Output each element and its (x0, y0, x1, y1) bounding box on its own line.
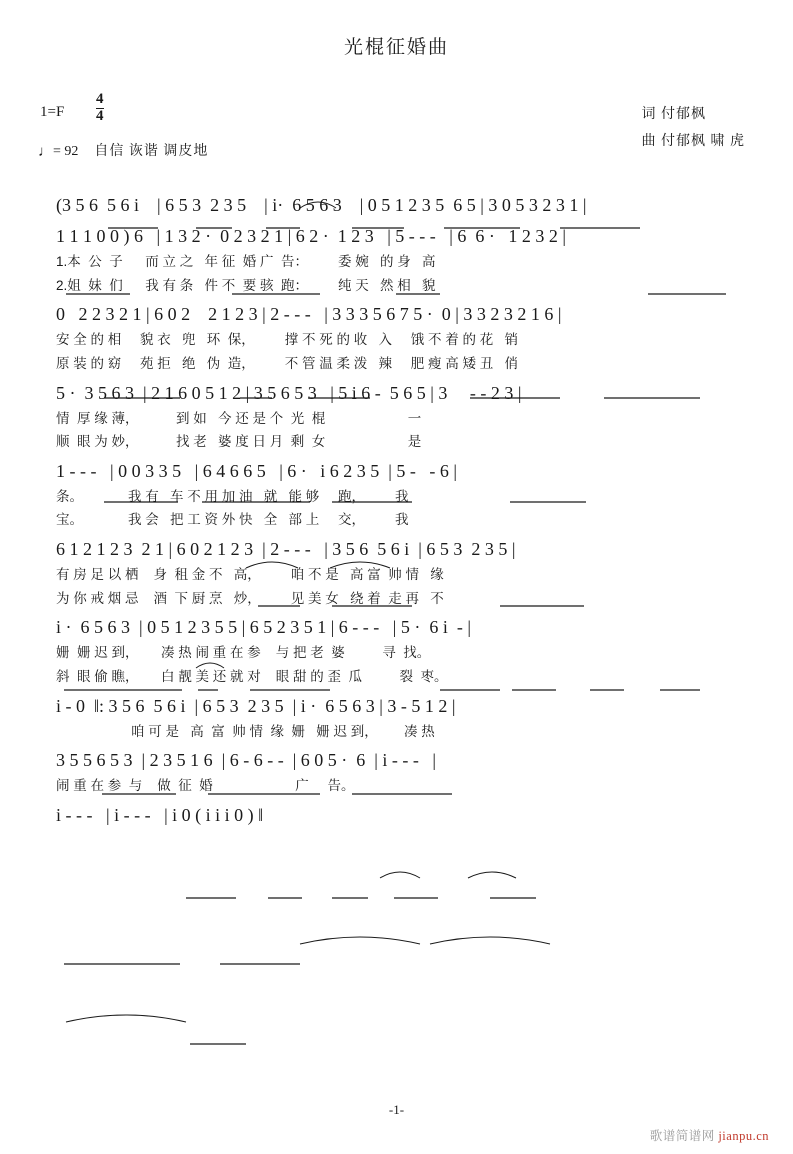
expression-marking: 自信 诙谐 调皮地 (94, 144, 209, 159)
lyric-verse-2: 斜 眼 偷 瞧， 白 靓 美 还 就 对 眼 甜 的 歪 瓜 裂 枣。 (56, 668, 448, 684)
music-system-2 (0, 223, 793, 297)
time-signature-numerator: 4 (96, 91, 104, 107)
tempo-value: = 92 (53, 144, 79, 159)
music-system-6 (0, 536, 793, 610)
notation-line: i · 6 5 6 3 | 0 5 1 2 3 5 5 | 6 5 2 3 5 1 | 6 - - - | 5 · 6 i - | (56, 617, 471, 638)
notation-line: 5 · 3 5 6 3 | 2 1 6 0 5 1 2 | 3 5 6 5 3 | 5 i 6 - 5 6 5 | 3 - - 2 3 | (56, 382, 522, 403)
time-signature (96, 92, 104, 125)
music-system-8 (0, 693, 793, 744)
site-watermark[interactable] (650, 1126, 769, 1144)
notation-line: (3 5 6 5 6 i | 6 5 3 2 3 5 | i· 6 5 6 3 | 0 5 1 2 3 5 6 5 | 3 0 5 3 2 3 1 | (56, 195, 587, 215)
music-system-7 (0, 614, 793, 688)
lyric-verse-2: 原 装 的 窈 苑 拒 绝 伪 造， 不 管 温 柔 泼 辣 肥 瘦 高 矮 丑 俏 (56, 355, 519, 371)
music-system-1 (0, 192, 793, 219)
page-number: -1- (388, 1102, 405, 1117)
lyric-verse-1: 条。 我 有 车 不 用 加 油 就 能 够 跑， 我 (56, 488, 409, 504)
watermark-url: jianpu.cn (718, 1129, 769, 1143)
lyric-verse-1: 闹 重 在 参 与 做 征 婚 广 告。 (56, 778, 355, 794)
lyric-verse-2: 宝。 我 会 把 工 资 外 快 全 部 上 交， 我 (56, 512, 409, 528)
lyric-verse-2: 顺 眼 为 妙， 找 老 婆 度 日 月 剩 女 是 (56, 434, 422, 450)
notation-line: 0 2 2 3 2 1 | 6 0 2 2 1 2 3 | 2 - - - | 3 3 3 5 6 7 5 · 0 | 3 3 2 3 2 1 6 | (56, 304, 562, 325)
lyric-verse-1: 情 厚 缘 薄， 到 如 今 还 是 个 光 棍 一 (56, 410, 422, 426)
composer-credit: 曲 付郁枫 啸 虎 (641, 133, 745, 149)
lyric-verse-1: 1.本 公 子 而 立 之 年 征 婚 广 告： 委 婉 的 身 高 (56, 254, 436, 269)
music-system-10 (0, 802, 793, 829)
quarter-note-icon: ♩ (38, 144, 53, 160)
lyricist-credit: 词 付郁枫 (641, 107, 706, 122)
lyric-verse-2: 为 你 戒 烟 忌 酒 下 厨 烹 炒， 见 美 女 绕 着 走 再 不 (56, 590, 444, 606)
notation-line: 6 1 2 1 2 3 2 1 | 6 0 2 1 2 3 | 2 - - - | 3 5 6 5 6 i | 6 5 3 2 3 5 | (56, 539, 516, 559)
notation-line: i - 0 ‖: 3 5 6 5 6 i | 6 5 3 2 3 5 | i · 6 5 6 3 | 3 - 5 1 2 | (56, 695, 456, 716)
tempo-marking (38, 140, 208, 160)
time-signature-denominator: 4 (96, 107, 104, 124)
lyric-verse-1: 安 全 的 相 貌 衣 兜 环 保， 撑 不 死 的 收 入 饿 不 着 的 花 销 (56, 332, 519, 348)
sheet-music-page (0, 32, 793, 1154)
lyric-verse-1: 咱 可 是 高 富 帅 情 缘 姗 姗 迟 到， 凑 热 (56, 723, 435, 739)
lyric-verse-1: 有 房 足 以 栖 身 租 金 不 高， 咱 不 是 高 富 帅 情 缘 (56, 567, 444, 582)
watermark-text: 歌谱简谱网 (649, 1129, 715, 1143)
music-system-4 (0, 380, 793, 454)
notation-line: 3 5 5 6 5 3 | 2 3 5 1 6 | 6 - 6 - - | 6 0 5 · 6 | i - - - | (56, 750, 436, 771)
key-signature: 1=F (40, 104, 65, 120)
score-body (0, 192, 793, 833)
notation-line: 1 - - - | 0 0 3 3 5 | 6 4 6 6 5 | 6 · i 6 2 3 5 | 5 - - 6 | (56, 460, 457, 481)
lyric-verse-2: 2.姐 妹 们 我 有 条 件 不 要 骇 跑： 纯 天 然 相 貌 (56, 277, 436, 293)
notation-line: i - - - | i - - - | i 0 ( i i i 0 ) ‖ (56, 804, 264, 825)
music-system-3 (0, 301, 793, 375)
lyric-verse-1: 姗 姗 迟 到， 凑 热 闹 重 在 参 与 把 老 婆 寻 找。 (56, 645, 431, 661)
page-title: 光棍征婚曲 (343, 37, 449, 58)
notation-line: 1 1 1 0 0 ) 6 | 1 3 2 · 0 2 3 2 1 | 6 2 · 1 2 3 | 5 - - - | 6 6 · 1 2 3 2 | (56, 226, 566, 246)
music-system-5 (0, 458, 793, 532)
music-system-9 (0, 747, 793, 798)
credits (642, 102, 746, 155)
